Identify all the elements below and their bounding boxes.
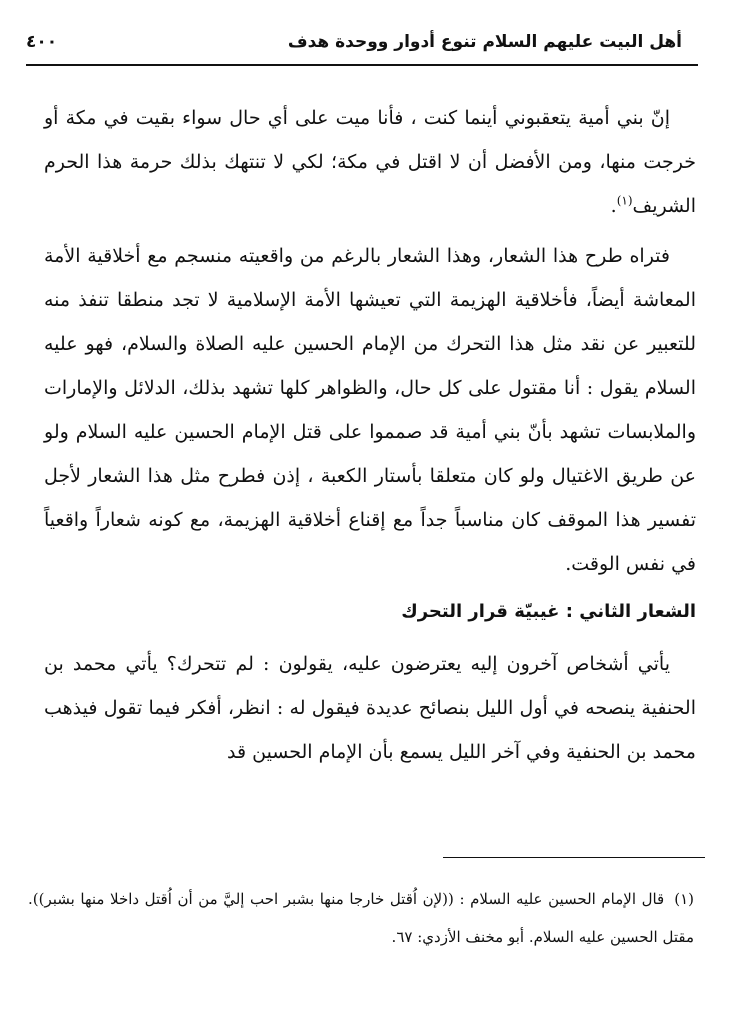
header-title: أهل البيت عليهم السلام تنوع أدوار ووحدة هدف <box>287 32 682 52</box>
paragraph-2: فتراه طرح هذا الشعار، وهذا الشعار بالرغم من واقعيته منسجم مع أخلاقية الأمة المعاشة أيضاً، فأخلاقية الهزيمة التي تعيشها الأمة الإسلامية لا تجد منطقا تنفذ منه للتعبير عن نقد مثل هذا التحرك من الإمام الحسين عليه الصلاة والسلام، فهو عليه السلام يقول : أنا مقتول على كل حال، والظواهر كلها تشهد بذلك، الدلائل والإمارات والملابسات تشهد بأنّ بني أمية قد صمموا على قتل الإمام الحسين عليه السلام ولو عن طريق الاغتيال ولو كان متعلقا بأستار الكعبة ، إذن فطرح مثل هذا الشعار لأجل تفسير هذا الموقف كان مناسباً جداً مع إقناع أخلاقية الهزيمة، مع كونه شعاراً واقعياً في نفس الوقت. <box>44 245 696 575</box>
paragraph-3: يأتي أشخاص آخرون إليه يعترضون عليه، يقولون : لم تتحرك؟ يأتي محمد بن الحنفية ينصحه في أول الليل بنصائح عديدة فيقول له : انظر، أفكر فيما تقول فيذهب محمد بن الحنفية وفي آخر الليل يسمع بأن الإمام الحسين قد <box>44 653 696 763</box>
paragraph-1 <box>44 96 696 228</box>
paragraph-1-end: . <box>610 195 617 217</box>
footnote-reference: (١) <box>616 193 633 208</box>
footnote-number: (١) <box>674 890 694 908</box>
header-divider <box>26 64 698 66</box>
section-heading: الشعار الثاني : غيبيّة قرار التحرك <box>401 601 696 622</box>
footnote-divider <box>443 857 705 858</box>
running-header <box>26 30 698 64</box>
page-number: ٤٠٠ <box>26 32 58 52</box>
main-text <box>44 96 696 774</box>
footnote <box>28 880 694 956</box>
paragraph-1-text: إنّ بني أمية يتعقبوني أينما كنت ، فأنا ميت على أي حال سواء بقيت في مكة أو خرجت منها، ومن الأفضل أن لا اقتل في مكة؛ لكي لا تنتهك بذلك حرمة هذا الحرم الشريف <box>44 107 696 217</box>
footnote-text: قال الإمام الحسين عليه السلام : ((لإن اُقتل خارجا منها بشبر احب إليَّ من أن اُقتل داخلا منها بشبر)). مقتل الحسين عليه السلام. أبو مخنف الأزدي: ٦٧. <box>28 890 694 946</box>
